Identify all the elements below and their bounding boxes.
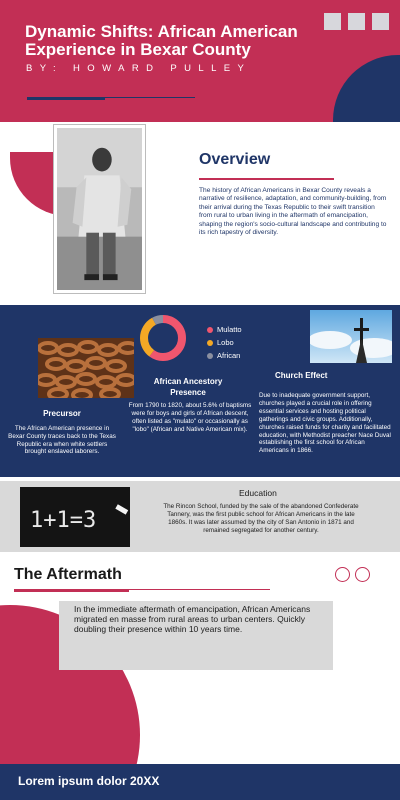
church-cross-image <box>310 310 392 363</box>
decor-ring <box>355 567 370 582</box>
legend-swatch <box>207 340 213 346</box>
chalkboard-photo <box>20 487 130 547</box>
aftermath-heading: The Aftermath <box>14 566 122 583</box>
precursor-heading: Precursor <box>43 409 81 418</box>
portrait-photo <box>53 124 146 294</box>
precursor-text: The African American presence in Bexar County traces back to the Texas Republic era when white settlers brought enslaved laborers. <box>8 425 116 456</box>
aftermath-underline-thin <box>129 589 270 590</box>
chalkboard-image <box>20 487 130 547</box>
overview-heading: Overview <box>199 151 271 168</box>
chart-legend <box>207 323 242 362</box>
ancestry-heading: African Ancestory Presence <box>153 377 223 397</box>
education-text: The Rincon School, funded by the sale of the abandoned Confederate Tannery, was the first public school for African Americans in the late 1860s. It was later assumed by the city of San Antonio in 1871 and remained segregated for another century. <box>163 503 359 534</box>
donut-slices <box>144 319 182 357</box>
header-decor-circle <box>333 55 400 122</box>
church-text: Due to inadequate government support, churches played a crucial role in offering essential services and hosting political gatherings and civic groups. Additionally, churches raised funds for charity and facilitated education, with Methodist preacher Nace Duval establishing the first school for African Americans in 1866. <box>259 392 391 455</box>
legend-swatch <box>207 353 213 359</box>
legend-label: African <box>217 351 241 360</box>
education-heading: Education <box>239 488 277 498</box>
legend-label: Lobo <box>217 338 234 347</box>
aftermath-underline <box>14 589 129 592</box>
portrait-image <box>57 128 142 290</box>
header-divider-thin <box>105 97 195 98</box>
aftermath-callout <box>59 601 333 670</box>
page-title: Dynamic Shifts: African American Experience in Bexar County <box>25 22 298 59</box>
author-byline: BY: HOWARD PULLEY <box>26 63 252 74</box>
church-heading: Church Effect <box>275 371 328 380</box>
chain-photo <box>38 338 134 398</box>
chalk-writing: 1+1=3 <box>30 508 97 533</box>
footer-text: Lorem ipsum dolor 20XX <box>18 774 160 788</box>
decor-ring <box>335 567 350 582</box>
header-decor-square <box>372 13 389 30</box>
ancestry-donut-chart <box>138 313 188 363</box>
ancestry-text: From 1790 to 1820, about 5.6% of baptisms were for boys and girls of African descent, often listed as "mulato" or occasionally as "lobo" (African and Native American mix). <box>128 402 252 433</box>
header-decor-square <box>348 13 365 30</box>
legend-swatch <box>207 327 213 333</box>
church-cross-photo <box>310 310 392 363</box>
header-divider <box>27 97 105 100</box>
legend-label: Mulatto <box>217 325 242 334</box>
overview-underline <box>199 178 334 180</box>
aftermath-text: In the immediate aftermath of emancipation, African Americans migrated en masse from rural areas to urban centers. Quickly doubling their presence within 10 years time. <box>74 604 311 635</box>
legend-item <box>207 349 242 362</box>
overview-text: The history of African Americans in Bexar County reveals a narrative of resilience, adaptation, and community-building, from their arrival during the Texas Republic to their swift transition from rural to urban living in the aftermath of emancipation, shaping the region's socio-cultural landscape and contributing to its rich tapestry of diversity. <box>199 187 387 237</box>
legend-item <box>207 323 242 336</box>
header-banner <box>0 0 400 122</box>
chain-image <box>38 338 134 398</box>
legend-item <box>207 336 242 349</box>
